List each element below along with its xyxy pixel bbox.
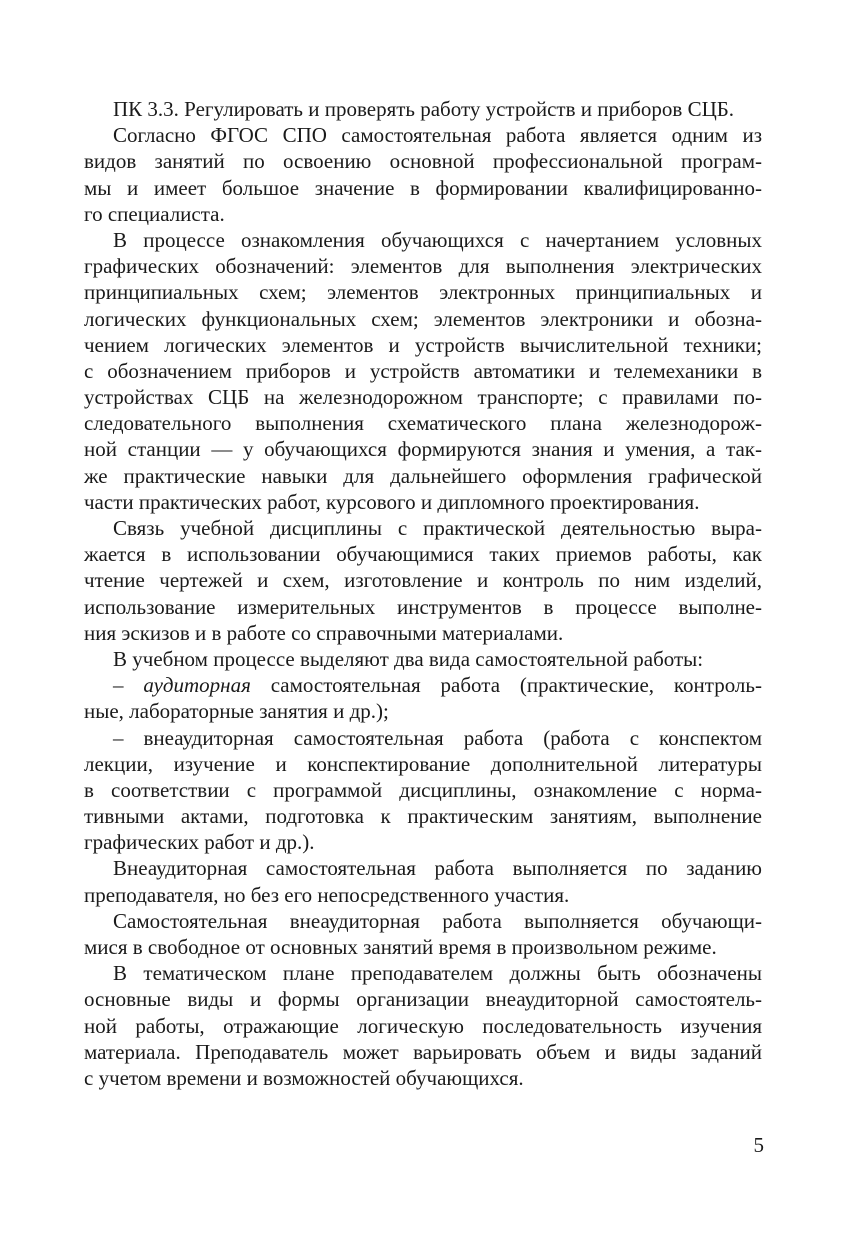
paragraph-fgos xyxy=(84,122,762,227)
text-line: тивными актами, подготовка к практическим занятиям, выполнение xyxy=(84,804,762,829)
text-line: В процессе ознакомления обучающихся с начертанием условных xyxy=(113,227,762,252)
text-line xyxy=(84,672,762,698)
page-number: 5 xyxy=(753,1133,764,1157)
text-line: Согласно ФГОС СПО самостоятельная работа является одним из xyxy=(113,123,762,148)
text-line: чением логических элементов и устройств вычислительной техники; xyxy=(84,332,762,357)
term-classroom: аудиторная xyxy=(143,673,251,698)
text-line: Связь учебной дисциплины с практической деятельностью выра- xyxy=(113,516,762,540)
text-line: ной работы, отражающие логическую последовательность изучения xyxy=(84,1013,762,1038)
paragraph-two-types xyxy=(84,646,762,672)
text-fragment: самостоятельная работа (практические, контроль- xyxy=(250,673,762,698)
text-line: чтение чертежей и схем, изготовление и контроль по ним изделий, xyxy=(84,568,762,593)
text-line: же практические навыки для дальнейшего оформления графической xyxy=(84,463,762,488)
paragraph-practice-link xyxy=(84,515,762,646)
text-line: следовательного выполнения схематического плана железнодорож- xyxy=(84,411,762,436)
text-line: логических функциональных схем; элементов электроники и обозна- xyxy=(84,306,762,331)
paragraph-competency xyxy=(84,96,762,122)
paragraph-thematic-plan xyxy=(84,960,762,1091)
text-line: ные, лабораторные занятия и др.); xyxy=(84,699,389,724)
text-line: части практических работ, курсового и дипломного проектирования. xyxy=(84,489,700,514)
list-item-extracurricular xyxy=(84,725,762,856)
text-line: го специалиста. xyxy=(84,201,225,226)
paragraph-task xyxy=(84,855,762,907)
text-line: лекции, изучение и конспектирование дополнительной литературы xyxy=(84,751,762,776)
text-line: ной станции — у обучающихся формируются знания и умения, а так- xyxy=(84,437,762,462)
text-line: Самостоятельная внеаудиторная работа выполняется обучающи- xyxy=(113,908,762,933)
list-dash: – xyxy=(113,673,144,698)
text-line: материала. Преподаватель может варьировать объем и виды заданий xyxy=(84,1039,762,1064)
text-line: принципиальных схем; элементов электронных принципиальных и xyxy=(84,280,762,305)
paragraph-process xyxy=(84,227,762,515)
text-line: видов занятий по освоению основной профессиональной програм- xyxy=(84,149,762,174)
text-line: графических работ и др.). xyxy=(84,830,315,855)
text-line: ПК 3.3. Регулировать и проверять работу устройств и приборов СЦБ. xyxy=(113,97,735,121)
text-line: с учетом времени и возможностей обучающихся. xyxy=(84,1065,524,1090)
text-line: использование измерительных инструментов в процессе выполне- xyxy=(84,594,762,619)
text-line: с обозначением приборов и устройств автоматики и телемеханики в xyxy=(84,358,762,383)
paragraph-free-time xyxy=(84,908,762,960)
text-line: мы и имеет большое значение в формировании квалифицированно- xyxy=(84,175,762,200)
text-line: – внеаудиторная самостоятельная работа (работа с конспектом xyxy=(113,725,762,750)
text-line: ния эскизов и в работе со справочными материалами. xyxy=(84,620,564,645)
text-line: основные виды и формы организации внеаудиторной самостоятель- xyxy=(84,987,762,1012)
text-line: преподавателя, но без его непосредственного участия. xyxy=(84,882,570,907)
text-line: устройствах СЦБ на железнодорожном транспорте; с правилами по- xyxy=(84,385,762,410)
text-line: в соответствии с программой дисциплины, ознакомление с норма- xyxy=(84,777,762,802)
text-line: мися в свободное от основных занятий время в произвольном режиме. xyxy=(84,935,717,959)
page-body xyxy=(84,96,762,1091)
text-line: жается в использовании обучающимися таких приемов работы, как xyxy=(84,542,762,567)
text-line: В тематическом плане преподавателем должны быть обозначены xyxy=(113,961,762,986)
list-item-classroom xyxy=(84,672,762,724)
text-line: Внеаудиторная самостоятельная работа выполняется по заданию xyxy=(113,856,762,881)
text-line: В учебном процессе выделяют два вида самостоятельной работы: xyxy=(113,646,704,671)
text-line: графических обозначений: элементов для выполнения электрических xyxy=(84,254,762,279)
